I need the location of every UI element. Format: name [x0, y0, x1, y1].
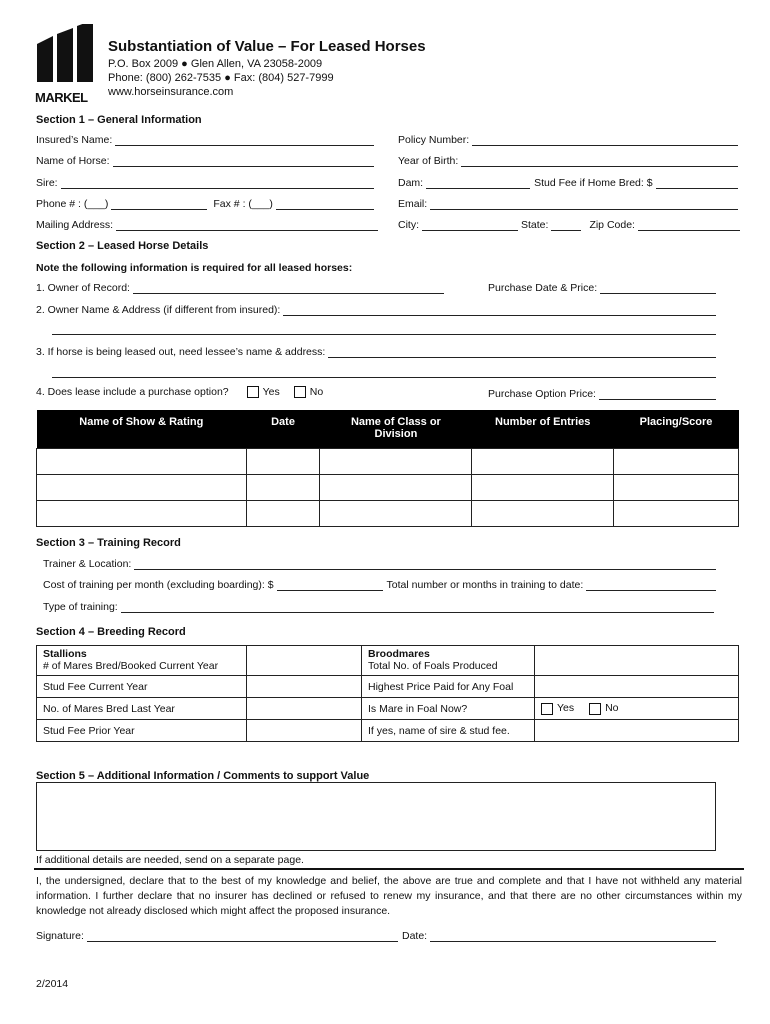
table-row	[37, 720, 739, 742]
stud-fee-prior-label: Stud Fee Prior Year	[37, 720, 247, 742]
broodmares-heading: Broodmares	[368, 648, 430, 660]
sire-stud-fee-label: If yes, name of sire & stud fee.	[362, 720, 535, 742]
owner-of-record-label: 1. Owner of Record:	[36, 282, 130, 294]
show-record-table	[36, 410, 739, 527]
purchase-option-no-checkbox[interactable]	[294, 386, 306, 398]
horse-name-field[interactable]	[113, 157, 374, 167]
lessee-field[interactable]	[328, 348, 716, 358]
purchase-option-yes-label: Yes	[262, 386, 280, 398]
section1-title: Section 1 – General Information	[36, 114, 202, 126]
additional-note: If additional details are needed, send on a separate page.	[36, 854, 304, 866]
fax-label: Fax # : (___)	[213, 198, 273, 210]
purchase-date-price-label: Purchase Date & Price:	[488, 282, 598, 294]
section3-title: Section 3 – Training Record	[36, 537, 181, 549]
fax-field[interactable]	[276, 200, 374, 210]
mare-in-foal-yes-label: Yes	[557, 702, 575, 715]
stallions-heading: Stallions	[43, 648, 87, 660]
policy-number-label: Policy Number:	[398, 134, 470, 146]
lessee-line2[interactable]	[52, 368, 716, 378]
zip-field[interactable]	[638, 221, 740, 231]
mare-in-foal-options	[535, 698, 739, 720]
mare-in-foal-no-label: No	[605, 702, 619, 715]
lessee-label: 3. If horse is being leased out, need lessee’s name & address:	[36, 346, 326, 358]
mares-bred-last-value[interactable]	[247, 698, 362, 720]
training-cost-label: Cost of training per month (excluding boarding): $	[43, 579, 274, 591]
mailing-address-field[interactable]	[116, 221, 378, 231]
total-months-field[interactable]	[586, 581, 716, 591]
mare-in-foal-no-checkbox[interactable]	[589, 703, 601, 715]
mare-in-foal-label: Is Mare in Foal Now?	[362, 698, 535, 720]
email-label: Email:	[398, 198, 428, 210]
date-label: Date:	[402, 930, 428, 942]
purchase-option-price-label: Purchase Option Price:	[488, 388, 596, 400]
comments-textarea[interactable]	[36, 782, 716, 851]
table-row	[37, 646, 739, 676]
table-row	[37, 448, 739, 474]
total-months-label: Total number or months in training to date:	[386, 579, 584, 591]
owner-of-record-field[interactable]	[133, 284, 444, 294]
col-placing-score: Placing/Score	[614, 410, 739, 448]
page-title: Substantiation of Value – For Leased Horses	[108, 38, 426, 55]
section2-title: Section 2 – Leased Horse Details	[36, 240, 209, 252]
mares-bred-current-value[interactable]	[247, 646, 362, 676]
dam-field[interactable]	[426, 179, 530, 189]
mare-in-foal-yes-checkbox[interactable]	[541, 703, 553, 715]
logo-text: MARKEL	[35, 90, 88, 105]
col-class-division: Name of Class or Division	[320, 410, 472, 448]
table-cell[interactable]	[614, 448, 739, 474]
table-row	[37, 474, 739, 500]
mailing-address-label: Mailing Address:	[36, 219, 114, 231]
table-row	[37, 500, 739, 526]
purchase-option-price-field[interactable]	[599, 390, 716, 400]
table-cell[interactable]	[472, 448, 614, 474]
total-foals-cell	[362, 646, 535, 676]
zip-label: Zip Code:	[589, 219, 635, 231]
trainer-label: Trainer & Location:	[43, 558, 132, 570]
purchase-option-yes-checkbox[interactable]	[247, 386, 259, 398]
purchase-date-price-field[interactable]	[600, 284, 716, 294]
table-cell[interactable]	[246, 448, 320, 474]
owner-name-address-field[interactable]	[283, 306, 716, 316]
state-field[interactable]	[551, 221, 581, 231]
mares-bred-current-label: # of Mares Bred/Booked Current Year	[43, 660, 219, 672]
breeding-record-table	[36, 645, 739, 742]
training-type-field[interactable]	[121, 603, 714, 613]
stud-fee-label: Stud Fee if Home Bred: $	[534, 177, 653, 189]
city-field[interactable]	[422, 221, 518, 231]
stud-fee-prior-value[interactable]	[247, 720, 362, 742]
total-foals-label: Total No. of Foals Produced	[368, 660, 498, 672]
state-label: State:	[521, 219, 549, 231]
table-cell[interactable]	[320, 474, 472, 500]
email-field[interactable]	[430, 200, 738, 210]
section2-note: Note the following information is required for all leased horses:	[36, 262, 353, 274]
markel-logo-icon	[35, 24, 97, 86]
phone-label: Phone # : (___)	[36, 198, 109, 210]
col-number-entries: Number of Entries	[472, 410, 614, 448]
company-website: www.horseinsurance.com	[108, 86, 234, 98]
signature-field[interactable]	[87, 932, 398, 942]
table-cell[interactable]	[614, 500, 739, 526]
company-address: P.O. Box 2009 ● Glen Allen, VA 23058-2009	[108, 58, 323, 70]
year-of-birth-field[interactable]	[461, 157, 738, 167]
table-cell[interactable]	[246, 474, 320, 500]
stud-fee-current-label: Stud Fee Current Year	[37, 676, 247, 698]
table-cell[interactable]	[37, 500, 247, 526]
trainer-field[interactable]	[134, 560, 716, 570]
table-row	[37, 698, 739, 720]
phone-field[interactable]	[111, 200, 207, 210]
company-phone: Phone: (800) 262-7535 ● Fax: (804) 527-7999	[108, 72, 334, 84]
markel-logo	[35, 24, 97, 105]
purchase-option-label: 4. Does lease include a purchase option?	[36, 386, 229, 398]
training-cost-field[interactable]	[277, 581, 383, 591]
horse-name-label: Name of Horse:	[36, 155, 110, 167]
insured-name-label: Insured’s Name:	[36, 134, 113, 146]
stud-fee-current-value[interactable]	[247, 676, 362, 698]
signature-label: Signature:	[36, 930, 84, 942]
stud-fee-field[interactable]	[656, 179, 738, 189]
table-row	[37, 676, 739, 698]
highest-price-value[interactable]	[535, 676, 739, 698]
table-cell[interactable]	[37, 474, 247, 500]
training-type-label: Type of training:	[43, 601, 118, 613]
mares-bred-last-label: No. of Mares Bred Last Year	[37, 698, 247, 720]
table-cell[interactable]	[37, 448, 247, 474]
table-cell[interactable]	[472, 474, 614, 500]
col-show-rating: Name of Show & Rating	[37, 410, 247, 448]
section5-title: Section 5 – Additional Information / Comments to support Value	[36, 770, 370, 782]
date-field[interactable]	[430, 932, 716, 942]
table-cell[interactable]	[320, 500, 472, 526]
sire-stud-fee-value[interactable]	[535, 720, 739, 742]
table-cell[interactable]	[320, 448, 472, 474]
insured-name-field[interactable]	[115, 136, 374, 146]
city-label: City:	[398, 219, 419, 231]
form-date: 2/2014	[36, 978, 69, 990]
table-cell[interactable]	[246, 500, 320, 526]
sire-field[interactable]	[61, 179, 374, 189]
sire-label: Sire:	[36, 177, 58, 189]
purchase-option-no-label: No	[309, 386, 324, 398]
declaration-divider	[34, 868, 744, 870]
owner-name-address-label: 2. Owner Name & Address (if different from insured):	[36, 304, 281, 316]
highest-price-label: Highest Price Paid for Any Foal	[362, 676, 535, 698]
policy-number-field[interactable]	[472, 136, 738, 146]
year-of-birth-label: Year of Birth:	[398, 155, 459, 167]
section4-title: Section 4 – Breeding Record	[36, 626, 186, 638]
table-cell[interactable]	[614, 474, 739, 500]
total-foals-value[interactable]	[535, 646, 739, 676]
table-cell[interactable]	[472, 500, 614, 526]
col-date: Date	[246, 410, 320, 448]
mares-bred-current-cell	[37, 646, 247, 676]
declaration-text: I, the undersigned, declare that to the best of my knowledge and belief, the above are true and complete and that I have not withheld any material information. I further declare that no insurer has declined or refused to renew my insurance, and that there are no other circumstances within my knowledge not already disclosed which might affect the proposed insurance.	[36, 875, 742, 917]
owner-name-address-line2[interactable]	[52, 325, 716, 335]
dam-label: Dam:	[398, 177, 424, 189]
